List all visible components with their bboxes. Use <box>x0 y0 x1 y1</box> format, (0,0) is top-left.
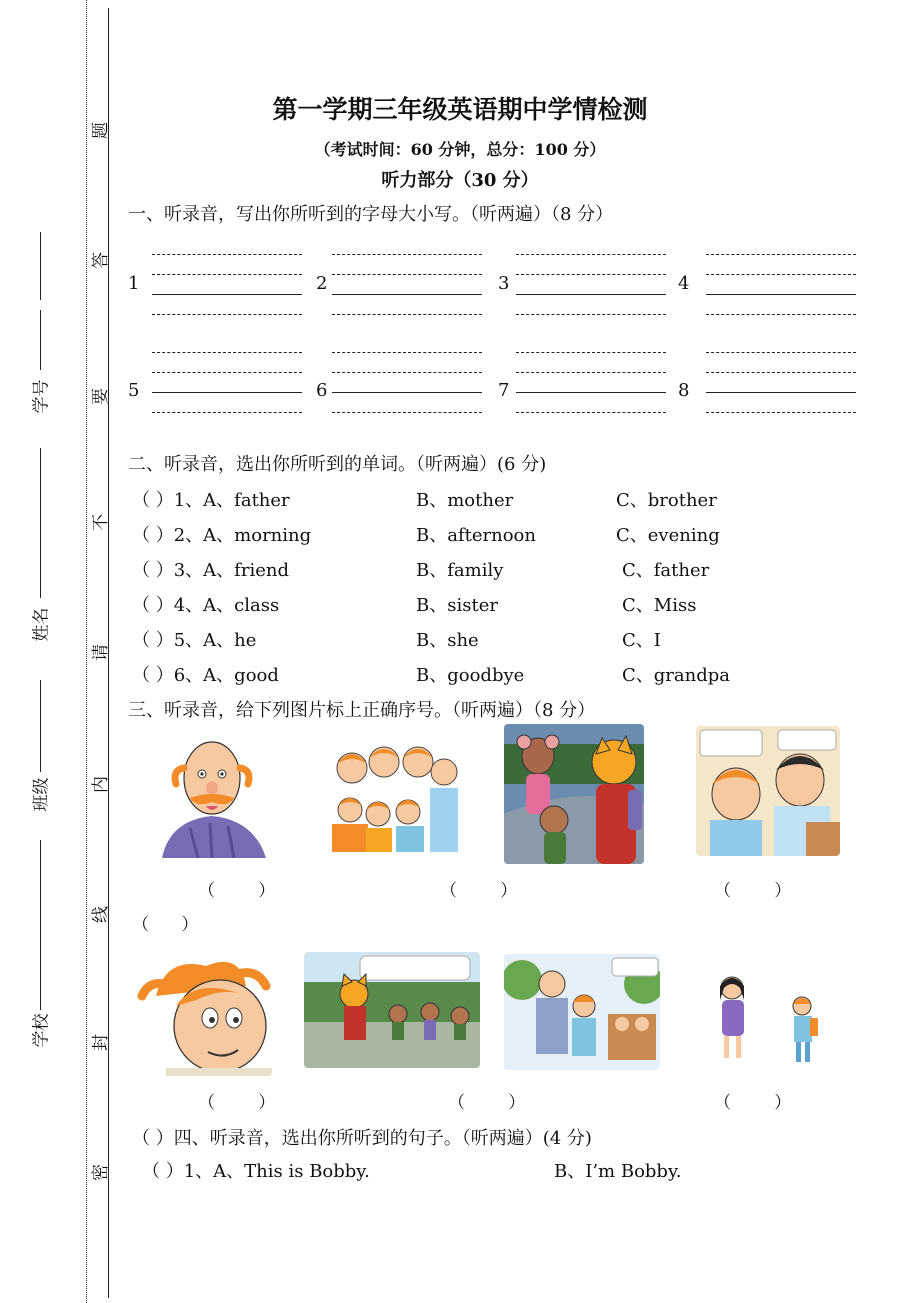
seal-char: 题 <box>91 122 111 139</box>
guide-line <box>332 274 482 275</box>
guide-line <box>152 352 302 353</box>
baseline-line <box>516 392 666 393</box>
guide-line <box>332 352 482 353</box>
answer-blank[interactable]: （ ） <box>714 1093 792 1113</box>
guide-line <box>516 352 666 353</box>
word-option-b[interactable]: B、she <box>416 630 479 651</box>
word-question-option-a[interactable]: （ ）5、A、he <box>132 630 257 651</box>
guide-line <box>516 372 666 373</box>
family-picture <box>322 732 462 852</box>
word-option-b[interactable]: B、afternoon <box>416 525 536 546</box>
section2-title: 二、听录音，选出你所听到的单词。（听两遍）(6 分) <box>128 454 547 475</box>
word-option-b[interactable]: B、family <box>416 560 504 581</box>
section1-title: 一、听录音，写出你所听到的字母大小写。（听两遍）（8 分） <box>128 204 614 225</box>
guide-line <box>706 412 856 413</box>
word-question-option-a[interactable]: （ ）4、A、class <box>132 595 280 616</box>
guide-line <box>706 274 856 275</box>
answer-blank[interactable]: （ ） <box>448 1093 526 1113</box>
guide-line <box>152 254 302 255</box>
guide-line <box>706 314 856 315</box>
guide-line <box>516 254 666 255</box>
section4-title: （ ）四、听录音，选出你所听到的句子。（听两遍）(4 分) <box>132 1128 592 1149</box>
letter-item-number: 2 <box>316 273 328 294</box>
word-option-c[interactable]: C、Miss <box>622 595 697 616</box>
letter-item-number: 4 <box>678 273 690 294</box>
guide-line <box>332 254 482 255</box>
sentence-choice-1-b[interactable]: B、I’m Bobby. <box>554 1161 682 1182</box>
guide-line <box>332 372 482 373</box>
seal-char: 封 <box>91 1034 111 1051</box>
baseline-line <box>706 392 856 393</box>
word-question-option-a[interactable]: （ ）2、A、morning <box>132 525 312 546</box>
baseline-line <box>516 294 666 295</box>
girl-picture <box>136 956 272 1076</box>
class-label: 班级 <box>31 777 52 812</box>
guide-line <box>516 412 666 413</box>
section3-title: 三、听录音，给下列图片标上正确序号。（听两遍）（8 分） <box>128 700 596 721</box>
word-option-c[interactable]: C、I <box>622 630 661 651</box>
guide-line <box>152 274 302 275</box>
letter-item-number: 7 <box>498 380 510 401</box>
answer-blank[interactable]: （ ） <box>714 881 792 901</box>
seal-char: 请 <box>91 644 111 661</box>
boys-talking-picture <box>696 726 840 856</box>
word-option-c[interactable]: C、father <box>622 560 710 581</box>
seal-char: 内 <box>91 776 111 793</box>
word-question-option-a[interactable]: （ ）6、A、good <box>132 665 279 686</box>
letter-item-number: 1 <box>128 273 140 294</box>
school-label: 学校 <box>31 1013 52 1048</box>
seal-char: 答 <box>91 252 111 269</box>
word-question-option-a[interactable]: （ ）1、A、father <box>132 490 290 511</box>
girl-and-boy-picture <box>708 970 828 1070</box>
guide-line <box>332 412 482 413</box>
answer-blank[interactable]: （ ） <box>198 1093 276 1113</box>
guide-line <box>516 314 666 315</box>
student-id-label: 学号 <box>31 379 52 414</box>
guide-line <box>152 412 302 413</box>
letter-item-number: 3 <box>498 273 510 294</box>
baseline-line <box>332 294 482 295</box>
animals-picture <box>504 724 644 864</box>
word-option-b[interactable]: B、sister <box>416 595 498 616</box>
baseline-line <box>152 294 302 295</box>
seal-char: 密 <box>91 1164 111 1181</box>
guide-line <box>706 352 856 353</box>
seal-char: 不 <box>91 514 111 531</box>
guide-line <box>332 314 482 315</box>
sentence-choice-1-a[interactable]: （ ）1、A、This is Bobby. <box>142 1161 370 1182</box>
letter-item-number: 8 <box>678 380 690 401</box>
word-option-b[interactable]: B、goodbye <box>416 665 525 686</box>
baseline-line <box>332 392 482 393</box>
guide-line <box>706 254 856 255</box>
part-heading: 听力部分（30 分） <box>381 170 539 191</box>
word-option-c[interactable]: C、evening <box>616 525 720 546</box>
cat-and-friends-picture <box>304 952 480 1068</box>
answer-blank[interactable]: （ ） <box>198 881 276 901</box>
guide-line <box>706 372 856 373</box>
letter-item-number: 6 <box>316 380 328 401</box>
word-option-b[interactable]: B、mother <box>416 490 514 511</box>
guide-line <box>516 274 666 275</box>
page-title: 第一学期三年级英语期中学情检测 <box>272 95 648 124</box>
guide-line <box>152 314 302 315</box>
baseline-line <box>152 392 302 393</box>
student-name-label: 姓名 <box>31 607 52 642</box>
guide-line <box>152 372 302 373</box>
seal-char: 要 <box>91 388 111 405</box>
answer-blank[interactable]: （ ） <box>440 881 518 901</box>
word-question-option-a[interactable]: （ ）3、A、friend <box>132 560 289 581</box>
answer-blank[interactable]: （ ） <box>132 915 199 935</box>
baseline-line <box>706 294 856 295</box>
letter-item-number: 5 <box>128 380 140 401</box>
seal-char: 线 <box>91 906 111 923</box>
man-and-boy-picture <box>504 954 660 1070</box>
word-option-c[interactable]: C、grandpa <box>622 665 730 686</box>
word-option-c[interactable]: C、brother <box>616 490 717 511</box>
exam-info: （考试时间：60 分钟，总分：100 分） <box>314 140 606 159</box>
grandpa-picture <box>150 728 274 858</box>
